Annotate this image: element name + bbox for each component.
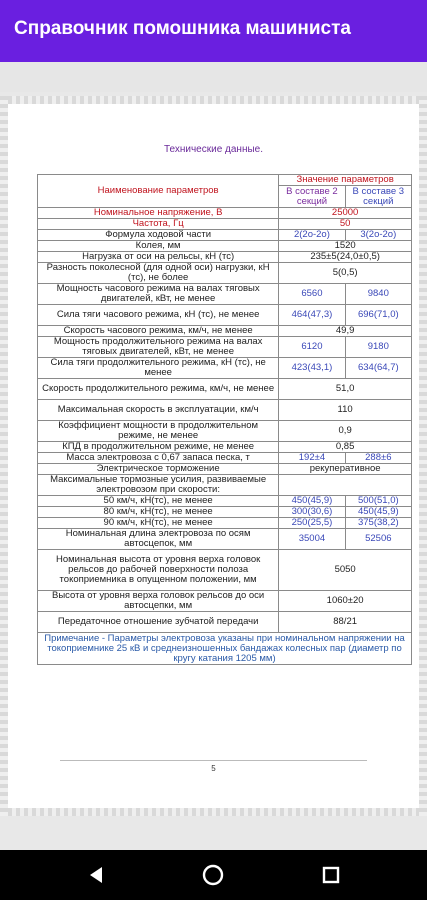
table-note: Примечание - Параметры электровоза указаны при номинальном напряжении на токоприемнике 25 кВ и среднеизношенных бандажах колесных пар (диаметр по кругу катания 1205 мм) bbox=[38, 633, 412, 665]
table-row bbox=[38, 518, 412, 529]
table-row bbox=[38, 464, 412, 475]
param-name: КПД в продолжительном режиме, не менее bbox=[38, 442, 279, 453]
table-row bbox=[38, 379, 412, 400]
param-value-two-sections: 450(45,9) bbox=[279, 496, 345, 507]
param-name: Сила тяги продолжительного режима, кН (тс), не менее bbox=[38, 358, 279, 379]
table-row bbox=[38, 442, 412, 453]
param-value: 1520 bbox=[279, 241, 412, 252]
table-row bbox=[38, 252, 412, 263]
param-value-two-sections: 250(25,5) bbox=[279, 518, 345, 529]
app-title: Справочник помошника машиниста bbox=[14, 18, 351, 39]
table-note-row bbox=[38, 633, 412, 665]
param-name: 50 км/ч, кН(тс), не менее bbox=[38, 496, 279, 507]
param-value: 51,0 bbox=[279, 379, 412, 400]
param-name: Масса электровоза с 0,67 запаса песка, т bbox=[38, 453, 279, 464]
page-heading: Технические данные. bbox=[163, 144, 264, 155]
param-value-two-sections: 6120 bbox=[279, 337, 345, 358]
table-row bbox=[38, 337, 412, 358]
param-value: 0,85 bbox=[279, 442, 412, 453]
page-border-top bbox=[0, 96, 427, 104]
param-name: Нагрузка от оси на рельсы, кН (тс) bbox=[38, 252, 279, 263]
param-value bbox=[279, 475, 412, 496]
home-circle-icon[interactable] bbox=[200, 862, 226, 888]
param-name: 90 км/ч, кН(тс), не менее bbox=[38, 518, 279, 529]
table-row bbox=[38, 496, 412, 507]
param-value: 5(0,5) bbox=[279, 263, 412, 284]
param-name: Скорость часового режима, км/ч, не менее bbox=[38, 326, 279, 337]
param-name: Номинальная высота от уровня верха головок рельсов до рабочей поверхности полоза токоприемника в опущенном положении, мм bbox=[38, 550, 279, 591]
param-name: Высота от уровня верха головок рельсов до оси автосцепки, мм bbox=[38, 591, 279, 612]
table-row bbox=[38, 263, 412, 284]
page-border-right bbox=[419, 96, 427, 816]
page-border-left bbox=[0, 96, 8, 816]
param-value-three-sections: 696(71,0) bbox=[345, 305, 411, 326]
param-value-two-sections: 192±4 bbox=[279, 453, 345, 464]
app-bar bbox=[0, 0, 427, 62]
param-name: Мощность часового режима на валах тяговых двигателей, кВт, не менее bbox=[38, 284, 279, 305]
page-number: 5 bbox=[211, 764, 216, 773]
param-value: 50 bbox=[279, 219, 412, 230]
param-value-two-sections: 35004 bbox=[279, 529, 345, 550]
param-name: Колея, мм bbox=[38, 241, 279, 252]
param-value: рекуперативное bbox=[279, 464, 412, 475]
param-value: 235±5(24,0±0,5) bbox=[279, 252, 412, 263]
spec-table bbox=[37, 174, 412, 665]
table-row bbox=[38, 475, 412, 496]
table-row bbox=[38, 208, 412, 219]
param-name: Максимальная скорость в эксплуатации, км/ч bbox=[38, 400, 279, 421]
param-name: Сила тяги часового режима, кН (тс), не менее bbox=[38, 305, 279, 326]
param-name: Коэффициент мощности в продолжительном режиме, не менее bbox=[38, 421, 279, 442]
param-value: 5050 bbox=[279, 550, 412, 591]
param-name: Максимальные тормозные усилия, развиваемые электровозом при скорости: bbox=[38, 475, 279, 496]
param-value-three-sections: 634(64,7) bbox=[345, 358, 411, 379]
param-value-two-sections: 2(2о-2о) bbox=[279, 230, 345, 241]
param-name: Передаточное отношение зубчатой передачи bbox=[38, 612, 279, 633]
param-value-three-sections: 3(2о-2о) bbox=[345, 230, 411, 241]
param-value-two-sections: 423(43,1) bbox=[279, 358, 345, 379]
table-row bbox=[38, 453, 412, 464]
header-name: Наименование параметров bbox=[38, 175, 279, 208]
param-name: Электрическое торможение bbox=[38, 464, 279, 475]
param-value-two-sections: 6560 bbox=[279, 284, 345, 305]
param-value-three-sections: 9840 bbox=[345, 284, 411, 305]
toolbar-strip bbox=[0, 62, 427, 92]
param-value-three-sections: 500(51,0) bbox=[345, 496, 411, 507]
param-value-two-sections: 300(30,6) bbox=[279, 507, 345, 518]
param-value-three-sections: 9180 bbox=[345, 337, 411, 358]
table-row bbox=[38, 507, 412, 518]
param-value: 25000 bbox=[279, 208, 412, 219]
table-row bbox=[38, 358, 412, 379]
document-page[interactable] bbox=[0, 96, 427, 816]
system-nav-bar bbox=[0, 850, 427, 900]
table-row bbox=[38, 241, 412, 252]
param-name: Мощность продолжительного режима на валах тяговых двигателей, кВт, не менее bbox=[38, 337, 279, 358]
param-value: 88/21 bbox=[279, 612, 412, 633]
table-row bbox=[38, 529, 412, 550]
param-value: 0,9 bbox=[279, 421, 412, 442]
param-value-three-sections: 52506 bbox=[345, 529, 411, 550]
table-row bbox=[38, 612, 412, 633]
table-row bbox=[38, 421, 412, 442]
param-value: 1060±20 bbox=[279, 591, 412, 612]
param-name: Номинальная длина электровоза по осям автосцепок, мм bbox=[38, 529, 279, 550]
page-border-bottom bbox=[0, 808, 427, 816]
table-row bbox=[38, 550, 412, 591]
table-row bbox=[38, 230, 412, 241]
table-row bbox=[38, 326, 412, 337]
header-two-sections: В составе 2 секций bbox=[279, 186, 345, 208]
param-value: 49,9 bbox=[279, 326, 412, 337]
param-name: Номинальное напряжение, В bbox=[38, 208, 279, 219]
page-footer-line bbox=[60, 760, 367, 761]
recents-square-icon[interactable] bbox=[318, 862, 344, 888]
param-value-three-sections: 288±6 bbox=[345, 453, 411, 464]
table-row bbox=[38, 591, 412, 612]
back-triangle-icon[interactable] bbox=[84, 862, 110, 888]
param-name: Формула ходовой части bbox=[38, 230, 279, 241]
header-three-sections: В составе 3 секций bbox=[345, 186, 411, 208]
table-row bbox=[38, 284, 412, 305]
param-name: Разность поколесной (для одной оси) нагрузки, кН (тс), не более bbox=[38, 263, 279, 284]
param-name: Скорость продолжительного режима, км/ч, не менее bbox=[38, 379, 279, 400]
param-value-three-sections: 450(45,9) bbox=[345, 507, 411, 518]
param-name: Частота, Гц bbox=[38, 219, 279, 230]
table-row bbox=[38, 400, 412, 421]
param-value-three-sections: 375(38,2) bbox=[345, 518, 411, 529]
table-row bbox=[38, 219, 412, 230]
header-values: Значение параметров bbox=[279, 175, 412, 186]
param-name: 80 км/ч, кН(тс), не менее bbox=[38, 507, 279, 518]
param-value-two-sections: 464(47,3) bbox=[279, 305, 345, 326]
param-value: 110 bbox=[279, 400, 412, 421]
table-row bbox=[38, 305, 412, 326]
